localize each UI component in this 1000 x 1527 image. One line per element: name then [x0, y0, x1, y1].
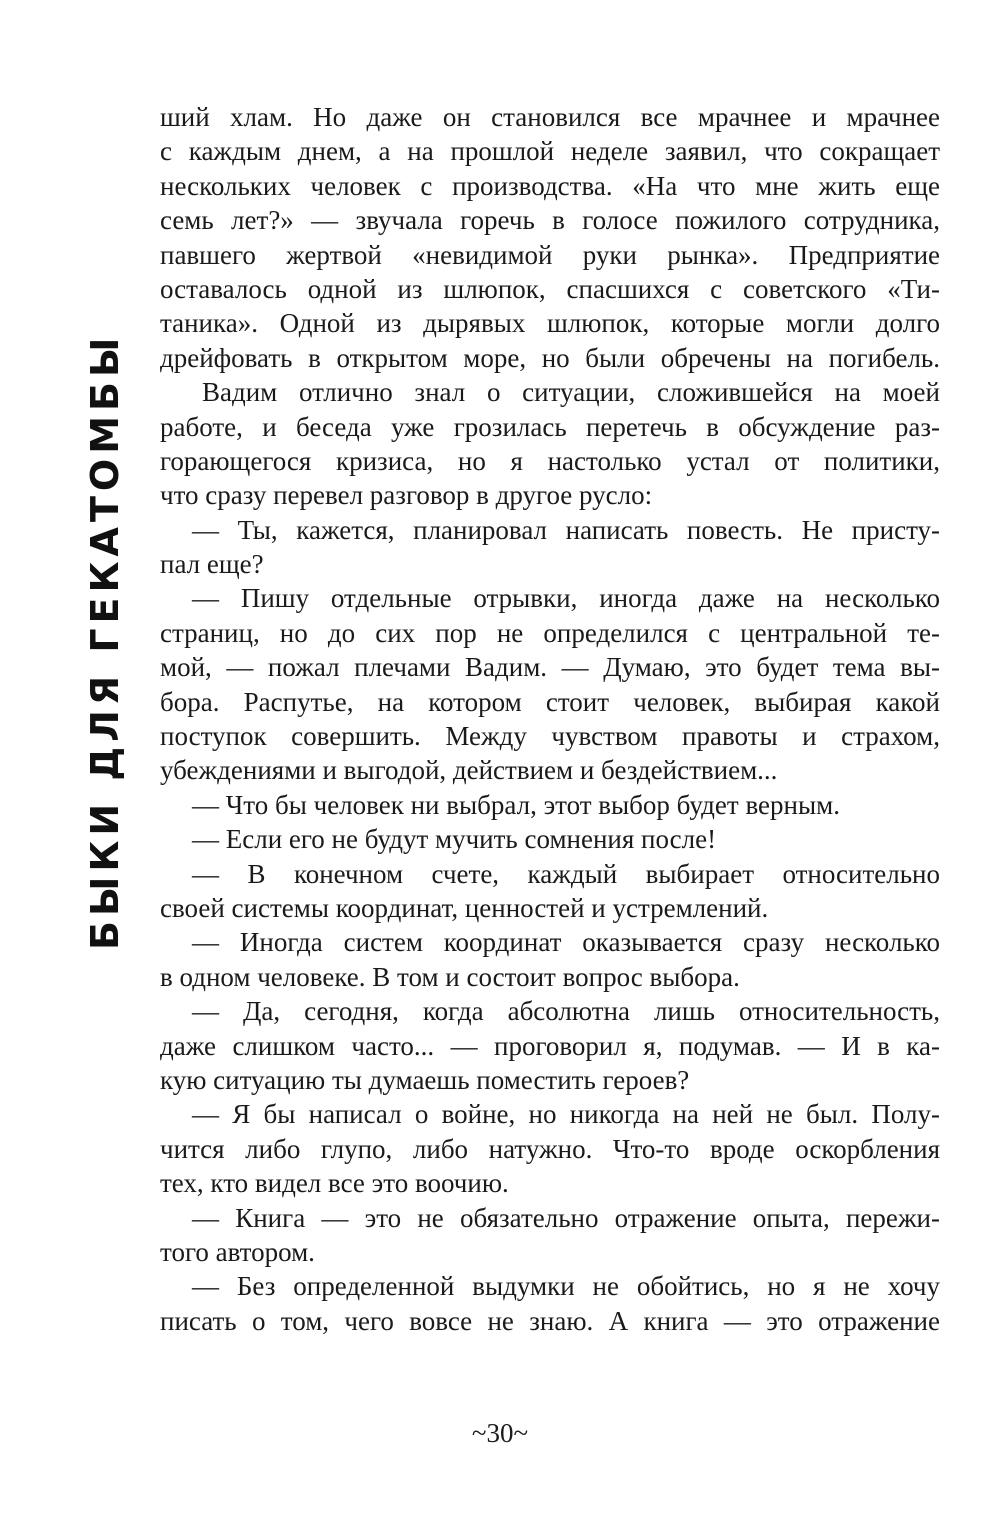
text-line: — Что бы человек ни выбрал, этот выбор будет верным.: [192, 789, 840, 820]
text-line: — Иногда систем координат оказывается сразу несколько: [192, 927, 940, 958]
text-line: — Книга — это не обязательно отражение опыта, пережи-: [192, 1202, 940, 1233]
text-line: Вадим отлично знал о ситуации, сложившейся на моей: [202, 377, 940, 408]
page-number: ~30~: [471, 1418, 529, 1448]
text-line: работе, и беседа уже грозилась перетечь в обсуждение раз-: [160, 411, 940, 442]
text-line: кую ситуацию ты думаешь поместить героев?: [160, 1064, 690, 1095]
text-line: дрейфовать в открытом море, но были обречены на погибель.: [160, 342, 940, 373]
text-line: нескольких человек с производства. «На что мне жить еще: [160, 170, 940, 201]
text-line: мой, — пожал плечами Вадим. — Думаю, это будет тема вы-: [160, 652, 940, 683]
text-line: — Ты, кажется, планировал написать повесть. Не присту-: [192, 514, 940, 545]
text-line: оставалось одной из шлюпок, спасшихся с советского «Ти-: [160, 273, 940, 304]
text-line: — Да, сегодня, когда абсолютна лишь относительность,: [192, 996, 940, 1027]
text-line: писать о том, чего вовсе не знаю. А книга — это отражение: [160, 1305, 940, 1336]
running-title: БЫКИ ДЛЯ ГЕКАТОМБЫ: [83, 332, 127, 950]
text-line: — Пишу отдельные отрывки, иногда даже на несколько: [192, 583, 940, 614]
text-line: убеждениями и выгодой, действием и бездействием...: [160, 755, 778, 786]
text-line: семь лет?» — звучала горечь в голосе пожилого сотрудника,: [160, 205, 940, 236]
body-text: [160, 100, 940, 1338]
text-line: таника». Одной из дырявых шлюпок, которые могли долго: [160, 308, 940, 339]
text-line: страниц, но до сих пор не определился с центральной те-: [160, 617, 940, 648]
text-line: горающегося кризиса, но я настолько устал от политики,: [160, 445, 940, 476]
text-line: павшего жертвой «невидимой руки рынка». Предприятие: [160, 239, 940, 270]
text-line: бора. Распутье, на котором стоит человек, выбирая какой: [160, 686, 940, 717]
text-line: чится либо глупо, либо натужно. Что-то вроде оскорбления: [160, 1133, 940, 1164]
text-line: — В конечном счете, каждый выбирает относительно: [192, 858, 940, 889]
text-line: — Я бы написал о войне, но никогда на ней не был. Полу-: [192, 1099, 940, 1130]
text-line: — Если его не будут мучить сомнения после!: [192, 824, 717, 855]
text-line: с каждым днем, а на прошлой неделе заявил, что сокращает: [160, 136, 940, 167]
text-line: ший хлам. Но даже он становился все мрачнее и мрачнее: [160, 102, 940, 132]
text-line: даже слишком часто... — проговорил я, подумав. — И в ка-: [160, 1030, 940, 1061]
text-line: поступок совершить. Между чувством правоты и страхом,: [160, 721, 940, 752]
text-line: — Без определенной выдумки не обойтись, но я не хочу: [192, 1271, 940, 1302]
text-line: своей системы координат, ценностей и устремлений.: [160, 892, 769, 923]
text-line: того автором.: [160, 1236, 315, 1267]
text-line: в одном человеке. В том и состоит вопрос выбора.: [160, 961, 740, 992]
text-line: что сразу перевел разговор в другое русло:: [160, 480, 653, 511]
text-line: пал еще?: [160, 549, 264, 580]
text-line: тех, кто видел все это воочию.: [160, 1168, 509, 1199]
